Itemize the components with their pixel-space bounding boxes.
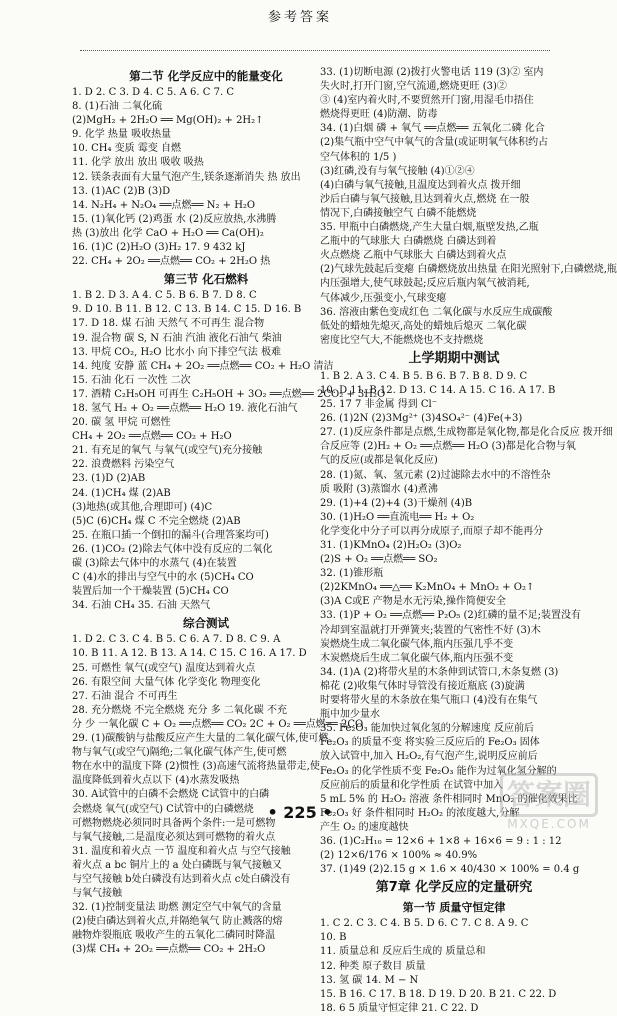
answer-line: 21. 有充足的氧气 与氧气(或空气)充分接触 [72, 445, 263, 457]
answer-line: 11. 质量总和 反应后生成的 质量总和 [320, 946, 486, 958]
answer-line: 29. (1)碳酸钠与盐酸反应产生大量的二氧化碳气体,使可燃 [72, 733, 329, 745]
answer-line: 产生 O₂ 的速度越快 [320, 821, 409, 833]
answer-line: (2)S + O₂ ══点燃══ SO₂ [320, 554, 438, 566]
answer-line: 1. D 2. C 3. C 4. B 5. C 6. A 7. D 8. C 9. A [72, 634, 281, 646]
answer-line: 炭燃烧生成二氧化碳气体,瓶内压强几乎不变 [320, 638, 514, 650]
answer-line: 35. 甲瓶中白磷燃烧,产生大量白烟,瓶壁发热,乙瓶 [320, 222, 539, 234]
answer-line: 35. Fe₂O₃ 能加快过氧化氢的分解速度 反应前后 [320, 723, 534, 735]
answer-line: 10. D 11. B 12. D 13. C 14. A 15. C 16. A 17. B [320, 384, 556, 396]
answer-line: (2)2KMnO₄ ══△══ K₂MnO₄ + MnO₂ + O₂↑ [320, 582, 535, 594]
answer-line: 22. 浪费燃料 污染空气 [72, 459, 175, 471]
answer-line: 15. 石油 化石 一次性 二次 [72, 374, 191, 386]
answer-line: ③ (4)室内着火时,不要贸然开门窗,用湿毛巾捂住 [320, 95, 534, 107]
answer-line: C (4)水的排出与空气中的水 (5)CH₄ CO [72, 572, 254, 584]
answer-line: (3)煤 CH₄ + 2O₂ ══点燃══ CO₂ + 2H₂O [72, 944, 266, 956]
answer-line: 10. B 11. A 12. B 13. A 14. C 15. C 16. A 17. D [72, 648, 307, 660]
answer-line: 15. B 16. C 17. B 18. D 19. D 20. B 21. C 22. D [320, 988, 557, 1000]
answer-line: 15. (1)氧化钙 (2)鸡蛋 水 (2)反应放热,水沸腾 [72, 213, 277, 225]
answer-line: (4)白磷与氧气接触,且温度达到着火点 拨开细 [320, 179, 521, 191]
answer-line: 31. (1)KMnO₄ (2)H₂O₂ (3)O₂ [320, 540, 462, 551]
answer-line: 34. (1)A (2)将带火星的木条伸到试管口,木条复燃 (3) [320, 666, 559, 678]
answer-line: 13. (1)AC (2)B (3)D [72, 185, 171, 197]
answer-line: 32. (1)锥形瓶 [320, 568, 384, 580]
answer-line: 融物炸裂瓶底 吸收产生的五氧化二磷同时降温 [72, 930, 276, 942]
answer-line: 温度降低到着火点以下 (4)水蒸发吸热 [72, 775, 240, 787]
answer-line: Fe₂O₃ 的化学性质不变 Fe₂O₃ 能作为过氧化氢分解的 [320, 765, 557, 777]
answer-line: (3)地热(或其他,合理即可) (4)C [72, 501, 213, 513]
answer-line: 9. D 10. B 11. B 12. C 13. B 14. C 15. D 16. B [72, 304, 302, 316]
answer-line: 32. (1)控制变量法 助燃 测定空气中氧气的含量 [72, 902, 282, 914]
answer-line: 气的反应(或都是氧化反应) [320, 455, 438, 467]
answer-line: 内压强增大,使气球鼓起;反应后瓶内氧气被消耗, [320, 278, 530, 290]
header-divider [80, 50, 550, 51]
answer-line: 反应前后的质量和化学性质 在试管中加入 [320, 779, 504, 791]
answer-line: 1. D 2. C 3. D 4. C 5. A 6. C 7. C [72, 87, 234, 98]
answer-line: 装置后加一个干燥装置 (5)CH₄ CO [72, 586, 229, 598]
answer-line: 10. CH₄ 变质 霉变 自燃 [72, 143, 181, 155]
answer-line: 放入试管中,加入 H₂O₂,有气泡产生,说明反应前后 [320, 751, 538, 763]
answer-line: 25. 可燃性 氧气(或空气) 温度达到着火点 [72, 662, 256, 674]
answer-line: 冷却到室温就打开弹簧夹;装置的气密性不好 (3)木 [320, 624, 541, 636]
watermark-text: 答案圈 [500, 773, 598, 817]
answer-line: 分 少 一氧化碳 C + O₂ ══点燃══ CO₂ 2C + O₂ ══点燃══ 2CO [72, 718, 364, 730]
page-number: • 225 • [267, 803, 333, 822]
answer-line: 16. (1)C (2)H₂O (3)H₂ 17. 9 432 kJ [72, 242, 246, 254]
answer-line: (2)使白磷达到着火点,并隔绝氧气 防止溅落的熔 [72, 916, 283, 928]
answer-line: (5)C (6)CH₄ 煤 C 不完全燃烧 (2)AB [72, 515, 241, 527]
answer-line: 26. (1)2N (2)3Mg²⁺ (3)4SO₄²⁻ (4)Fe(+3) [320, 413, 523, 425]
answer-line: 17. D 18. 煤 石油 天然气 不可再生 混合物 [72, 318, 265, 330]
answer-line: 20. 碳 氢 甲烷 可燃性 [72, 417, 171, 429]
answer-line: 1. C 2. C 3. C 4. B 5. D 6. C 7. C 8. A 9. C [320, 918, 529, 930]
answer-line: 12. 种类 原子数目 质量 [320, 960, 426, 972]
answer-line: 5 mL 5% 的 H₂O₂ 溶液 条件相同时 MnO₂ 的催化效果比 [320, 793, 578, 805]
answer-line: CH₄ + 2O₂ ══点燃══ CO₂ + H₂O [72, 431, 232, 443]
answer-line: 29. (1)+4 (2)+4 (3)干燥剂 (4)B [320, 497, 473, 509]
answer-line: 31. 温度和着火点 一节 温度和着火点 与空气接触 [72, 845, 291, 857]
answer-line: 18. 氢气 H₂ + O₂ ══点燃══ H₂O 19. 液化石油气 [72, 402, 298, 414]
answer-line: (2)气球先鼓起后变瘪 白磷燃烧放出热量 在阳光照射下,白磷燃烧,瓶 [320, 264, 617, 276]
answer-line: 与空气接触 b处白磷没有达到着火点 c处白磷没有 [72, 873, 291, 885]
answer-line: 36. 溶液由紫色变成红色 二氧化碳与水反应生成碳酸 [320, 306, 553, 318]
answer-line: 棉花 (2)收集气体时导管没有接近瓶底 (3)旋满 [320, 680, 525, 692]
answer-line: 27. (1)反应条件都是点燃,生成物都是氧化物,都是化合反应 拨开细 [320, 427, 613, 439]
answer-line: Fe₂O₃ 好 条件相同时 H₂O₂ 的浓度越大,分解 [320, 807, 520, 819]
answer-line: 空气体积的 1/5 ) [320, 151, 397, 163]
answer-line: 低处的蜡烛先熄灭,高处的蜡烛后熄灭 二氧化碳 [320, 320, 527, 332]
answer-line: 26. 有限空间 大量气体 化学变化 物理变化 [72, 676, 261, 688]
answer-line: Fe₂O₃ 的质量不变 将实验三反应后的 Fe₂O₃ 固体 [320, 737, 540, 749]
answer-line: 34. (1)白烟 磷 + 氧气 ══点燃══ 五氧化二磷 化合 [320, 123, 545, 135]
answer-line: 化学变化中分子可以再分成原子,而原子却不能再分 [320, 525, 544, 537]
answer-line: 27. 石油 混合 不可再生 [72, 690, 178, 702]
answer-line: 36. (1)C₂H₁₀ = 12×6 + 1×8 + 16×6 = 9 : 1 : 12 [320, 835, 562, 847]
answer-line: 失火时,打开门窗,空气流通,燃烧更旺 (3)② [320, 81, 507, 93]
answer-line: 22. CH₄ + 2O₂ ══点燃══ CO₂ + 2H₂O 热 [72, 256, 271, 268]
answer-line: 30. (1)H₂O ══直流电══ H₂ + O₂ [320, 511, 475, 523]
section-heading: 综合测试 [183, 616, 229, 631]
answer-line: 26. (1)CO₂ (2)除去气体中没有反应的二氧化 [72, 543, 273, 555]
answer-line: 14. N₂H₄ + N₂O₄ ══点燃══ N₂ + H₂O [72, 199, 256, 211]
answer-line: 33. (1)P + O₂ ══点燃══ P₂O₅ (2)红磷的量不足;装置没有 [320, 610, 582, 622]
watermark-url: MXQE.COM [507, 817, 591, 831]
answer-line: (3)红磷,没有与氧气接触 (4)①②④ [320, 165, 475, 177]
answer-line: 会燃烧 氧气(或空气) C试管中的白磷燃烧 [72, 803, 254, 815]
answer-line: 17. 酒精 C₂H₅OH 可再生 C₂H₅OH + 3O₂ ══点燃══ 2CO₂ + 3H₂O [72, 388, 386, 400]
answer-line: 与氧气接触,二是温度必须达到可燃物的着火点 [72, 831, 276, 843]
answer-line: (2) 12×6/176 × 100% ≈ 40.9% [320, 850, 478, 862]
answer-line: 19. 混合物 碳 S, N 石油 汽油 液化石油气 柴油 [72, 332, 282, 344]
answer-line: 质 吸附 (3)蒸馏水 (4)煮沸 [320, 483, 438, 495]
answer-line: 乙瓶中的气球胀大 白磷燃烧 白磷达到着 [320, 236, 497, 248]
answer-line: 12. 镁条表面有大量气泡产生,镁条逐渐消失 热 放出 [72, 171, 301, 183]
answer-line: 11. 化学 放出 放出 吸收 吸热 [72, 157, 204, 169]
answer-line: 37. (1)49 (2)2.15 g × 1.6 × 40/430 × 100% = 0.4 g [320, 864, 580, 876]
answer-line: 13. 甲烷 CO₂, H₂O 比水小 向下排空气法 极难 [72, 346, 281, 358]
watermark-logo [500, 773, 598, 843]
answer-line: 14. 纯度 安静 蓝 CH₄ + 2O₂ ══点燃══ CO₂ + H₂O 清洁 [72, 360, 334, 372]
answer-line: 18. 6 5 质量守恒定律 21. C 22. D [320, 1002, 479, 1014]
answer-line: 33. (1)切断电源 (2)拨打火警电话 119 (3)② 室内 [320, 67, 544, 78]
answer-line: 28. (1)氮、氧、氢元素 (2)过滤除去水中的不溶性杂 [320, 469, 551, 481]
answer-line: (2)MgH₂ + 2H₂O ══ Mg(OH)₂ + 2H₂↑ [72, 115, 264, 127]
answer-line: (2)集气瓶中空气中氧气的含量(或证明氧气体积约占 [320, 137, 549, 149]
right-column [320, 66, 617, 1016]
answer-line: 合反应等 (2)H₂ + O₂ ══点燃══ H₂O (3)都是化合物与氧 [320, 441, 576, 453]
section-heading: 第7章 化学反应的定量研究 [375, 880, 533, 896]
answer-line: 气体减少,压强变小,气球变瘪 [320, 292, 447, 304]
answer-line: 25. 17 7 非金属 得到 Cl⁻ [320, 399, 438, 411]
answer-line: 28. 充分燃烧 不完全燃烧 充分 多 二氧化碳 不充 [72, 704, 287, 716]
answer-line: 可燃物燃烧必须同时具备两个条件:一是可燃物 [72, 817, 276, 829]
answer-line: 与氧气接触 [72, 888, 122, 900]
answer-line: 着火点 a bc 铜片上的 a 处白磷既与氧气接触又 [72, 859, 282, 871]
answer-line: 火点燃烧 乙瓶中气球胀大 白磷达到着火点 [320, 250, 507, 262]
page-header: 参考答案 [267, 10, 332, 25]
answer-line: 9. 化学 热量 吸收热量 [72, 129, 172, 141]
answer-line: 13. 氢 碳 14. M − N [320, 974, 419, 986]
answer-line: 24. (1)CH₄ 煤 (2)AB [72, 487, 171, 499]
answer-line: 热 (3)放出 化学 CaO + H₂O ══ Ca(OH)₂ [72, 227, 264, 239]
answer-line: 1. B 2. D 3. A 4. C 5. B 6. B 7. D 8. C [72, 290, 257, 302]
answer-line: 25. 在瓶口插一个倒扣的漏斗(合理答案均可) [72, 529, 269, 541]
section-heading: 第二节 化学反应中的能量变化 [129, 69, 283, 83]
answer-line: 燃烧得更旺 (4)防潮、防毒 [320, 109, 438, 121]
answer-line: 时要将带火星的木条放在集气瓶口 (4)没有在集气 [320, 695, 538, 707]
answer-line: 23. (1)D (2)AB [72, 473, 146, 485]
section-heading: 第一节 质量守恒定律 [402, 901, 506, 915]
answer-line: 碳 (3)除去气体中的水蒸气 (4)在装置 [72, 558, 237, 569]
answer-line: 沙后白磷与氧气接触,且达到着火点,燃烧 在一般 [320, 193, 530, 205]
answer-line: 木炭燃烧后生成二氧化碳气体,瓶内压强不变 [320, 652, 514, 664]
answer-line: 密度比空气大,不能燃烧也不支持燃烧 [320, 334, 484, 346]
answer-line: (3)A C或E 产物是水无污染,操作简便安全 [320, 596, 506, 608]
answer-line: 情况下,白磷接触空气 白磷不能燃烧 [320, 207, 477, 219]
answer-line: 瓶中加少量水 [320, 709, 380, 721]
answer-line: 10. B [320, 932, 347, 944]
answer-line: 8. (1)石油 二氧化硫 [72, 101, 163, 113]
answer-line: 34. 石油 CH₄ 35. 石油 天然气 [72, 600, 211, 612]
section-heading: 第三节 化石燃料 [163, 272, 249, 287]
answer-line: 物在水中的温度下降 (2)惯性 (3)高速气流将热量带走,使 [72, 761, 320, 773]
answer-line: 30. A试管中的白磷不会燃烧 C试管中的白磷 [72, 789, 270, 801]
section-heading: 上学期期中测试 [408, 350, 500, 366]
answer-line: 1. B 2. A 3. C 4. B 5. B 6. B 7. B 8. D 9. C [320, 370, 528, 382]
answer-line: 物与氧气(或空气)隔绝;二氧化碳气体产生,使可燃 [72, 747, 287, 759]
